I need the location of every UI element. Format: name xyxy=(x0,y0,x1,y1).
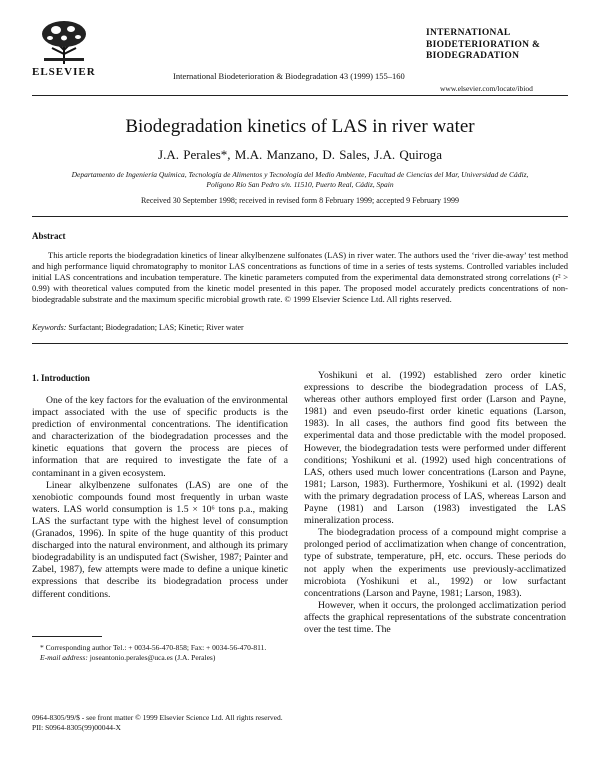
keywords-label: Keywords: xyxy=(32,323,67,332)
keywords-list: Surfactant; Biodegradation; LAS; Kinetic; River water xyxy=(68,323,244,332)
body-paragraph: Yoshikuni et al. (1992) established zero order kinetic expressions to describe the biodegradation process of LAS, whereas other authors employed first order (Larson and Payne, 1981) and even pseudo-first order kinetic equations (Larson, 1983). In all cases, the authors find good fits between the experimental data and those predictable with the model proposed. However, the biodegradation tests were performed under different conditions; Yoshikuni et al. (1992) used high concentrations of LAS, others used much lower concentrations (Larson and Payne, 1981; Larson, 1983). Furthermore, Yoshikuni et al. (1992) dealt with the primary degradation process of LAS, whereas Larson and Payne (1981) and Larson (1983) investigated the LAS mineralization process. xyxy=(304,370,566,527)
footnote xyxy=(32,643,288,663)
publisher-logo-tree xyxy=(38,20,90,64)
copyright-line: 0964-8305/99/$ - see front matter © 1999 Elsevier Science Ltd. All rights reserved. xyxy=(32,713,283,722)
abstract-heading: Abstract xyxy=(32,231,66,241)
header-divider xyxy=(32,95,568,96)
journal-title-line: BIODEGRADATION xyxy=(426,51,520,61)
article-dates: Received 30 September 1998; received in revised form 8 February 1999; accepted 9 February 1999 xyxy=(140,196,460,205)
author-affiliation: Departamento de Ingeniería Química, Tecnología de Alimentos y Tecnología del Medio Ambiente, Facultad de Ciencias del Mar, Universidad de Cádiz, Polígono Río San Pedro s/n. 11510, Puerto Real, Cádiz, Spain xyxy=(71,170,529,189)
article-authors: J.A. Perales*, M.A. Manzano, D. Sales, J.A. Quiroga xyxy=(158,147,442,162)
abstract-divider xyxy=(32,343,568,344)
title-divider xyxy=(32,216,568,217)
journal-title-line: INTERNATIONAL xyxy=(426,28,511,38)
journal-title xyxy=(426,28,540,63)
body-paragraph: However, when it occurs, the prolonged acclimatization period affects the graphical representations of the substrate concentration over the test time. The xyxy=(304,599,566,635)
left-column xyxy=(32,395,288,601)
pii-line: PII: S0964-8305(99)00044-X xyxy=(32,723,121,732)
article-title: Biodegradation kinetics of LAS in river water xyxy=(125,116,475,137)
journal-url[interactable]: www.elsevier.com/locate/ibiod xyxy=(440,84,533,93)
email-note xyxy=(32,653,288,663)
keywords-line xyxy=(32,323,244,332)
body-paragraph: The biodegradation process of a compound might comprise a prolonged period of acclimatization when change of concentration, type of substrate, temperature, pH, etc. occurs. These periods do not apply when the experiments use previously-acclimatized microbiota (Yoshikuni et al., 1992) or low surfactant concentrations (Larson and Payne, 1981; Larson, 1983). xyxy=(304,527,566,599)
right-column xyxy=(304,370,566,636)
body-paragraph: Linear alkylbenzene sulfonates (LAS) are one of the xenobiotic compounds found most frequently in urban waste waters. LAS world consumption is 1.5 × 10⁶ tons p.a., making LAS the surfactant type with the highest level of consumption (Granados, 1996). In spite of the huge quantity of this product discharged into the natural environment, and although its primary biodegradability is an undisputed fact (Swisher, 1987; Painter and Zabel, 1987), few attempts were made to define a unique kinetic expressions that describe its biodegradation process under different conditions. xyxy=(32,479,288,600)
publisher-name: ELSEVIER xyxy=(32,66,96,78)
journal-reference: International Biodeterioration & Biodegradation 43 (1999) 155–160 xyxy=(173,71,405,81)
section-heading: 1. Introduction xyxy=(32,373,90,383)
journal-title-line: BIODETERIORATION & xyxy=(426,39,541,50)
corresponding-author-note: * Corresponding author Tel.: + 0034-56-470-858; Fax: + 0034-56-470-811. xyxy=(40,643,267,652)
body-paragraph: One of the key factors for the evaluation of the environmental impact associated with the use of specific products is the prediction of environmental concentrations. The identification and characterization of the biodegradation processes and the kinetic equations that govern the process are pieces of information that are required to investigate the fate of a contaminant in a given ecosystem. xyxy=(32,395,288,479)
email-label: E-mail address: xyxy=(40,653,88,662)
email-address[interactable]: joseantonio.perales@uca.es (J.A. Perales) xyxy=(89,653,216,662)
abstract-text: This article reports the biodegradation kinetics of linear alkylbenzene sulfonates (LAS) in river water. The authors used the ‘river die-away’ test method and high performance liquid chromatography to monitor LAS concentrations as functions of time in a series of tests systems. Controlled variables included initial LAS concentrations and incubation temperature. The kinetic parameters computed from the experimental data demonstrated strong correlations (r² > 0.99) with theoretical values computed from the kinetic model presented in this paper. The proposed model accurately predicts concentrations of non-biodegradable substrate and the maximum specific microbial growth rate. © 1999 Elsevier Science Ltd. All rights reserved. xyxy=(32,250,568,304)
copyright-block xyxy=(32,713,283,733)
footnote-divider xyxy=(32,636,102,637)
